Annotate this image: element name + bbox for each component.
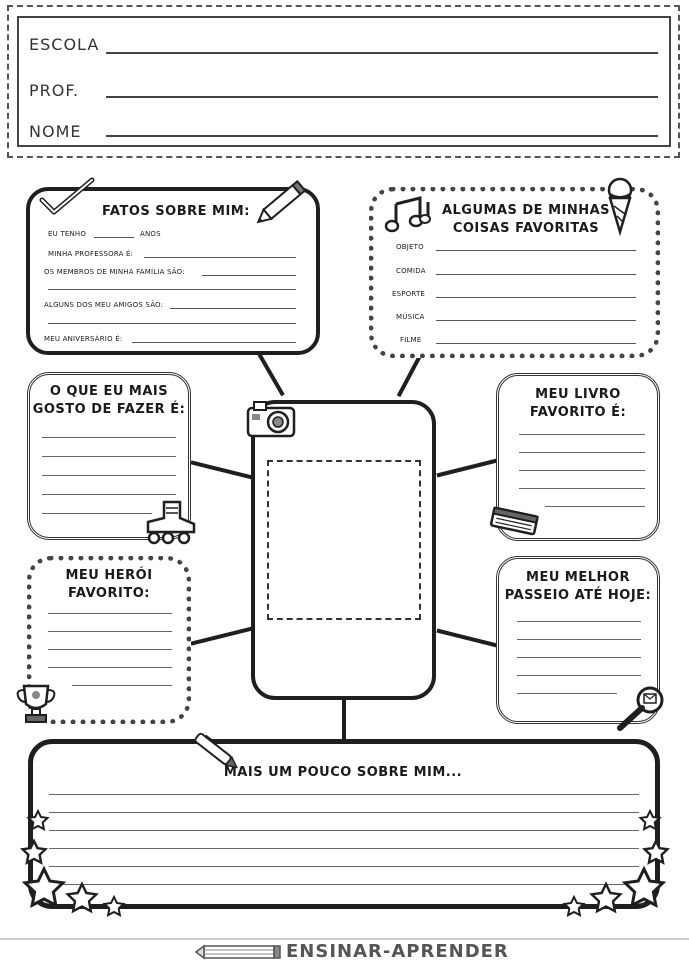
esporte-label: ESPORTE — [392, 290, 426, 298]
stars-right-icon — [558, 805, 673, 920]
favoritas-title-line2: COISAS FAVORITAS — [452, 221, 600, 236]
eu-tenho-label: EU TENHO — [48, 230, 87, 238]
membros-field-2[interactable] — [48, 289, 296, 290]
pencil-icon — [255, 178, 310, 226]
filme-label: FILME — [400, 336, 422, 344]
livro-line[interactable] — [519, 470, 645, 471]
mais-line[interactable] — [49, 812, 639, 813]
aniversario-label: MEU ANIVERSÁRIO É: — [44, 335, 123, 343]
livro-title-line2: FAVORITO É: — [529, 405, 627, 420]
mais-line[interactable] — [49, 866, 639, 867]
mais-line[interactable] — [49, 848, 639, 849]
gosto-line[interactable] — [42, 513, 152, 514]
escola-label: ESCOLA — [29, 35, 100, 54]
esporte-field[interactable] — [436, 297, 636, 298]
passeio-line[interactable] — [517, 693, 617, 694]
mais-line[interactable] — [49, 884, 639, 885]
prof-field[interactable] — [106, 96, 658, 98]
mais-title: MAIS UM POUCO SOBRE MIM... — [223, 765, 463, 780]
connector-line — [436, 459, 497, 478]
checkmark-icon — [38, 178, 98, 218]
idade-field[interactable] — [94, 237, 134, 238]
gosto-line[interactable] — [42, 494, 176, 495]
connector-line — [436, 629, 497, 648]
passeio-line[interactable] — [517, 639, 641, 640]
escola-field[interactable] — [106, 52, 658, 54]
heroi-line[interactable] — [48, 667, 172, 668]
comida-field[interactable] — [436, 274, 636, 275]
objeto-label: OBJETO — [396, 243, 424, 251]
filme-field[interactable] — [436, 343, 636, 344]
connector-line — [256, 351, 284, 396]
professora-label: MINHA PROFESSORA É: — [48, 250, 134, 258]
nome-field[interactable] — [106, 135, 658, 137]
amigos-field-2[interactable] — [48, 323, 296, 324]
pencil-logo-icon — [196, 942, 282, 962]
connector-line — [190, 626, 253, 645]
gosto-title-line1: O QUE EU MAIS — [49, 384, 169, 399]
livro-line[interactable] — [545, 506, 645, 507]
membros-label: OS MEMBROS DE MINHA FAMÍLIA SÃO: — [44, 268, 185, 276]
heroi-title-line2: FAVORITO: — [68, 586, 150, 601]
passeio-line[interactable] — [517, 675, 641, 676]
gosto-line[interactable] — [42, 475, 176, 476]
connector-line — [190, 460, 253, 479]
prof-label: PROF. — [29, 81, 80, 100]
heroi-title-line1: MEU HERÓI — [65, 568, 153, 583]
nome-label: NOME — [29, 122, 82, 141]
book-icon — [486, 504, 542, 540]
gosto-line[interactable] — [42, 437, 176, 438]
pen-icon — [190, 728, 244, 776]
header-frame — [17, 16, 671, 147]
livro-line[interactable] — [519, 434, 645, 435]
livro-title-line1: MEU LIVRO — [535, 387, 621, 402]
mais-line[interactable] — [49, 830, 639, 831]
musica-label: MÚSICA — [396, 313, 425, 321]
objeto-field[interactable] — [436, 250, 636, 251]
passeio-line[interactable] — [517, 621, 641, 622]
stars-left-icon — [20, 805, 130, 920]
professora-field[interactable] — [144, 257, 296, 258]
heroi-line[interactable] — [72, 685, 172, 686]
amigos-field[interactable] — [170, 308, 296, 309]
ice-cream-icon — [605, 176, 635, 236]
musica-field[interactable] — [436, 320, 636, 321]
mais-line[interactable] — [49, 794, 639, 795]
photo-area[interactable] — [267, 460, 421, 620]
livro-line[interactable] — [519, 488, 645, 489]
trophy-icon — [14, 682, 58, 726]
gosto-title-line2: GOSTO DE FAZER É: — [32, 402, 186, 417]
comida-label: COMIDA — [396, 267, 426, 275]
heroi-line[interactable] — [48, 649, 172, 650]
livro-line[interactable] — [519, 452, 645, 453]
magnifier-icon — [614, 684, 672, 734]
camera-icon — [244, 396, 298, 440]
anos-label: ANOS — [140, 230, 161, 238]
connector-line — [342, 698, 346, 740]
music-notes-icon — [386, 196, 438, 234]
heroi-line[interactable] — [48, 613, 172, 614]
roller-skate-icon — [144, 498, 198, 544]
favoritas-title-line1: ALGUMAS DE MINHAS — [441, 203, 611, 218]
center-frame — [251, 400, 436, 700]
passeio-line[interactable] — [517, 657, 641, 658]
membros-field[interactable] — [202, 275, 296, 276]
fatos-title: FATOS SOBRE MIM: — [102, 204, 250, 219]
aniversario-field[interactable] — [132, 342, 296, 343]
passeio-title-line2: PASSEIO ATÉ HOJE: — [504, 588, 652, 603]
amigos-label: ALGUNS DOS MEU AMIGOS SÃO: — [44, 301, 164, 309]
footer-brand[interactable]: ENSINAR-APRENDER — [286, 941, 509, 962]
heroi-line[interactable] — [48, 631, 172, 632]
passeio-title-line1: MEU MELHOR — [526, 570, 630, 585]
gosto-line[interactable] — [42, 456, 176, 457]
